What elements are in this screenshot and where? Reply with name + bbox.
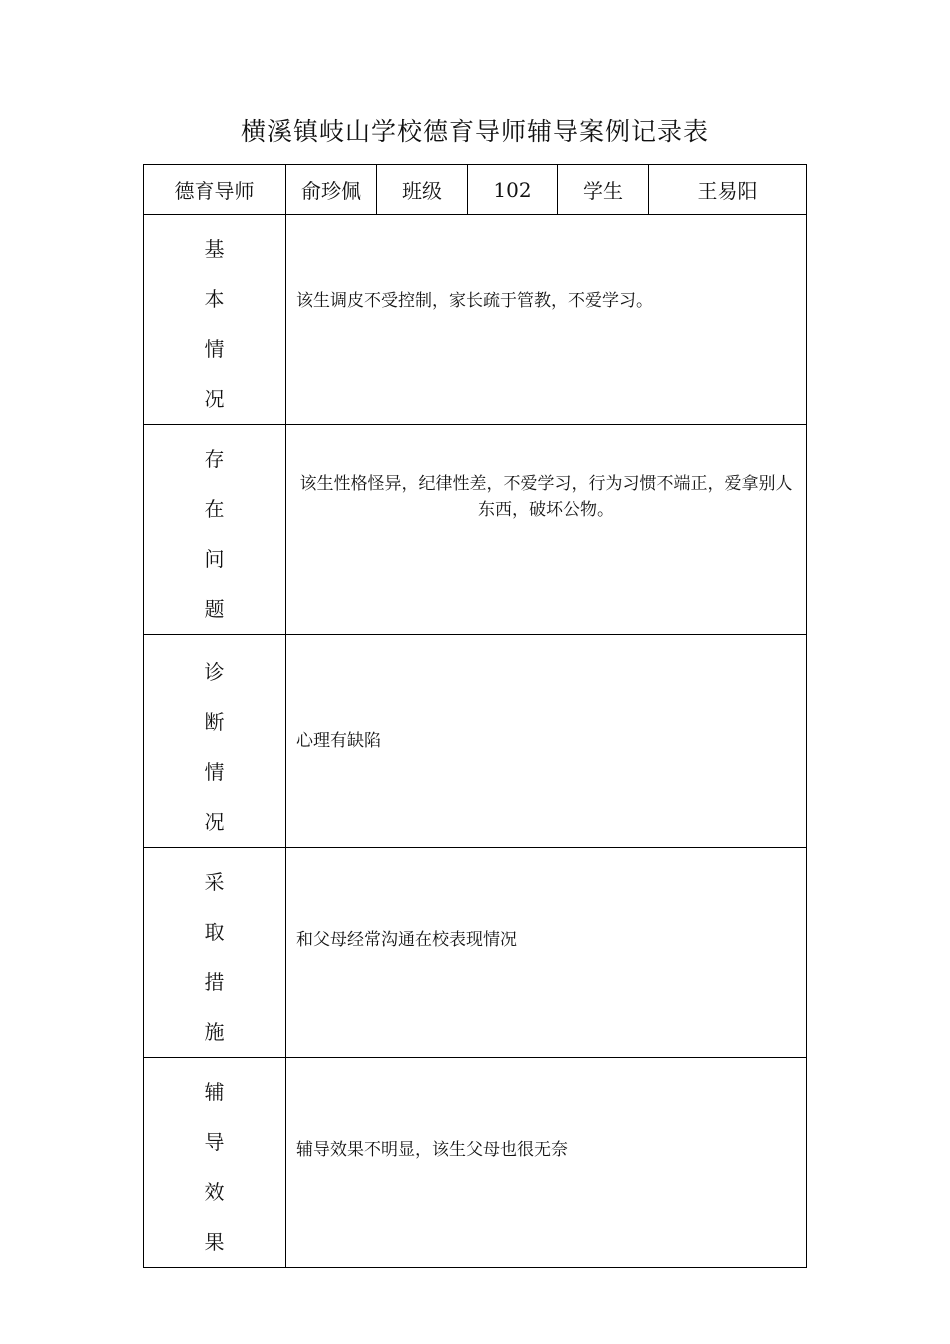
label-char: 采 (204, 870, 225, 894)
label-char: 辅 (204, 1080, 225, 1104)
section-row-measures-taken (144, 848, 807, 1058)
section-row-tutoring-effect (144, 1058, 807, 1268)
header-row (144, 165, 807, 215)
student-label: 学生 (558, 165, 649, 215)
class-label: 班级 (377, 165, 468, 215)
label-char: 断 (204, 710, 225, 734)
section-content-measures-taken (286, 848, 807, 1058)
label-char: 题 (204, 597, 225, 621)
section-content-text: 辅导效果不明显，该生父母也很无奈 (296, 1139, 568, 1160)
tutor-name: 俞珍佩 (286, 165, 377, 215)
tutor-label: 德育导师 (144, 165, 286, 215)
label-char: 取 (204, 920, 225, 944)
section-row-basic-situation (144, 215, 807, 425)
section-content-basic-situation (286, 215, 807, 425)
label-char: 存 (204, 447, 225, 471)
section-label-tutoring-effect (144, 1058, 286, 1268)
section-content-text: 心理有缺陷 (296, 731, 381, 751)
section-content-tutoring-effect (286, 1058, 807, 1268)
label-char: 在 (204, 497, 225, 521)
label-char: 措 (204, 970, 225, 994)
section-row-diagnosis (144, 635, 807, 848)
section-content-existing-problems (286, 425, 807, 635)
label-char: 效 (204, 1180, 225, 1204)
section-content-text: 该生性格怪异，纪律性差，不爱学习，行为习惯不端正，爱拿别人东西，破坏公物。 (299, 474, 793, 520)
label-char: 问 (204, 547, 225, 571)
label-char: 况 (204, 387, 225, 411)
label-char: 本 (204, 287, 225, 311)
section-label-basic-situation (144, 215, 286, 425)
label-char: 况 (204, 810, 225, 834)
section-label-diagnosis (144, 635, 286, 848)
section-content-diagnosis (286, 635, 807, 848)
page-title: 横溪镇岐山学校德育导师辅导案例记录表 (240, 117, 709, 146)
student-name: 王易阳 (649, 165, 807, 215)
label-char: 果 (204, 1230, 225, 1254)
label-char: 基 (204, 237, 225, 261)
section-label-measures-taken (144, 848, 286, 1058)
label-char: 诊 (204, 660, 225, 684)
section-row-existing-problems (144, 425, 807, 635)
section-content-text: 和父母经常沟通在校表现情况 (296, 929, 517, 950)
label-char: 导 (204, 1130, 225, 1154)
record-table (143, 164, 807, 1268)
label-char: 情 (204, 337, 225, 361)
section-content-text: 该生调皮不受控制，家长疏于管教，不爱学习。 (296, 291, 653, 311)
class-value: 102 (468, 165, 558, 215)
label-char: 施 (204, 1020, 225, 1044)
section-label-existing-problems (144, 425, 286, 635)
label-char: 情 (204, 760, 225, 784)
